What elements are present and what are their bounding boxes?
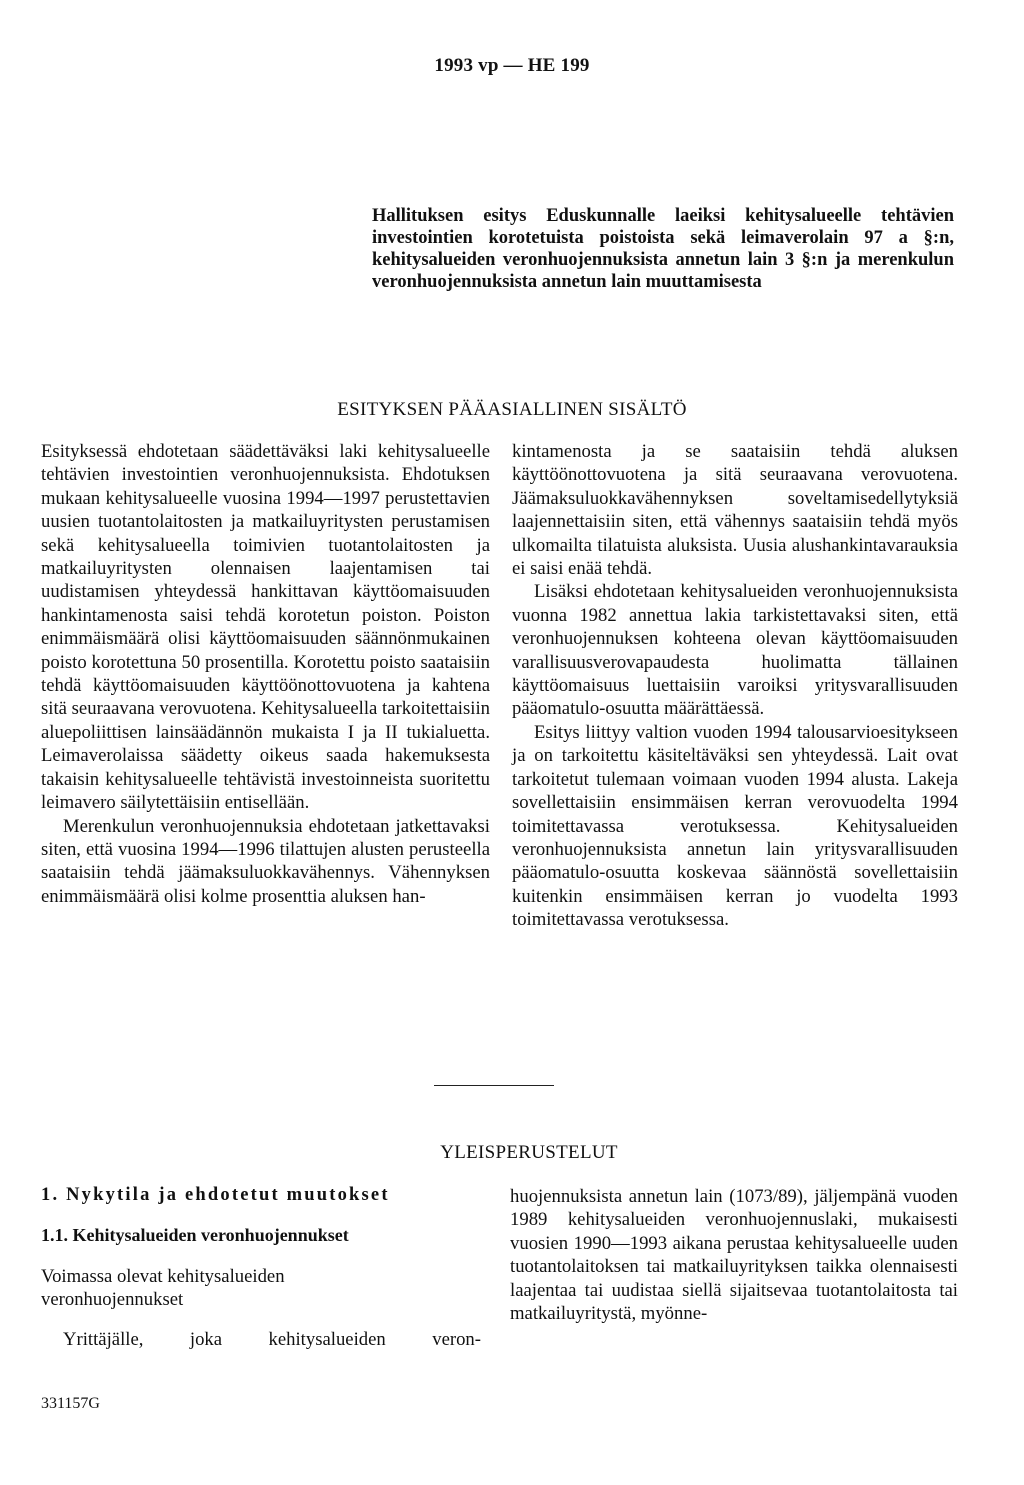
section-divider (434, 1085, 554, 1086)
running-header: 1993 vp — HE 199 (434, 55, 590, 76)
body-paragraph: Yrittäjälle, joka kehitysalueiden veron- (63, 1329, 481, 1350)
summary-paragraph: Esityksessä ehdotetaan säädettäväksi laki kehitysalueelle tehtävien investointien veronhuojennuksista. Ehdotuksen mukaan kehitysalueelle vuosina 1994—1997 perustettavien uusien tuotantolaitosten ja matkailuyritysten perustamisen sekä kehitysalueella toimivien tuotantolaitosten ja matkailuyritysten olennaisen laajentamisen tai uudistamisen yhteydessä hankittavan käyttöomaisuuden hankintamenosta saisi tehdä korotetun poiston. Poiston enimmäismäärä olisi käyttöomaisuuden säännönmukainen poisto korotettuna 50 prosentilla. Korotettu poisto saataisiin tehdä käyttöomaisuuden käyttöönottovuotena ja kahtena sitä seuraavana verovuotena. Kehitysalueella tarkoitettaisiin aluepoliittisen lainsäädännön mukaista I ja II tukialuetta. Leimaverolaissa säädetty oikeus saada hakemuksesta takaisin kehitysalueelle tehtävistä investoinneista suoritettu leimavero säilytettäisiin entisellään. (41, 441, 490, 814)
body-paragraph: huojennuksista annetun lain (1073/89), jäljempänä vuoden 1989 kehitysalueiden veronhuojennuslaki, mukaisesti vuosien 1990—1993 aikana perustaa kehitysalueelle uuden tuotantolaitoksen tai matkailuyrityksen taikka olennaisesti laajentaa tai uudistaa siellä sijaitsevaa tuotantolaitosta tai matkailuyritystä, myönne- (510, 1186, 958, 1325)
summary-paragraph: Merenkulun veronhuojennuksia ehdotetaan jatkettavaksi siten, että vuosina 1994—1996 tilattujen alusten perusteella saataisiin tehdä jäämaksuluokkavähennys. Vähennyksen enimmäismäärä olisi kolme prosenttia aluksen han- (41, 815, 490, 907)
summary-left-column (41, 440, 490, 908)
summary-paragraph: Lisäksi ehdotetaan kehitysalueiden veronhuojennuksista vuonna 1982 annettua lakia tarkistettavaksi siten, että veronhuojennuksen kohteena olevan käyttöomaisuuden varallisuusverovapaudesta huolimatta tällainen käyttöomaisuus luettaisiin varoiksi yritysvarallisuuden pääomatulo-osuutta määrättäessä. (512, 581, 958, 720)
summary-paragraph: Esitys liittyy valtion vuoden 1994 talousarvioesitykseen ja on tarkoitettu käsiteltäväksi sen yhteydessä. Lait ovat tarkoitetut tulemaan voimaan vuoden 1994 alusta. Lakeja sovellettaisiin ensimmäisen kerran verovuodelta 1994 toimitettavassa verotuksessa. Kehitysalueiden veronhuojennuksista annetun lain yritysvarallisuuden pääomatulo-osuutta koskevaa säännöstä sovellettaisiin kuitenkin ensimmäisen kerran jo vuodelta 1993 toimitettavassa verotuksessa. (512, 721, 958, 931)
general-heading: YLEISPERUSTELUT (440, 1142, 618, 1163)
document-code: 331157G (41, 1395, 100, 1412)
body-right-column (510, 1185, 958, 1325)
document-title: Hallituksen esitys Eduskunnalle laeiksi kehitysalueelle tehtävien investointien korotetuista poistoista sekä leimaverolain 97 a §:n, kehitysalueiden veronhuojennuksista annetun lain 3 §:n ja merenkulun veronhuojennuksista annetun lain muuttamisesta (372, 206, 954, 292)
summary-heading: ESITYKSEN PÄÄASIALLINEN SISÄLTÖ (337, 399, 687, 420)
section-1-1-heading: 1.1. Kehitysalueiden veronhuojennukset (41, 1225, 349, 1245)
summary-right-column (512, 440, 958, 932)
subheading: Voimassa olevat kehitysalueiden veronhuojennukset (41, 1266, 285, 1311)
summary-paragraph: kintamenosta ja se saataisiin tehdä aluksen käyttöönottovuotena ja sitä seuraavana verovuotena. Jäämaksuluokkavähennyksen soveltamisedellytyksiä laajennettaisiin siten, että vähennys saataisiin tehdä myös ulkomailta tilatuista aluksista. Uusia alushankintavarauksia ei saisi enää tehdä. (512, 441, 958, 580)
section-1-heading: 1. Nykytila ja ehdotetut muutokset (41, 1185, 390, 1205)
